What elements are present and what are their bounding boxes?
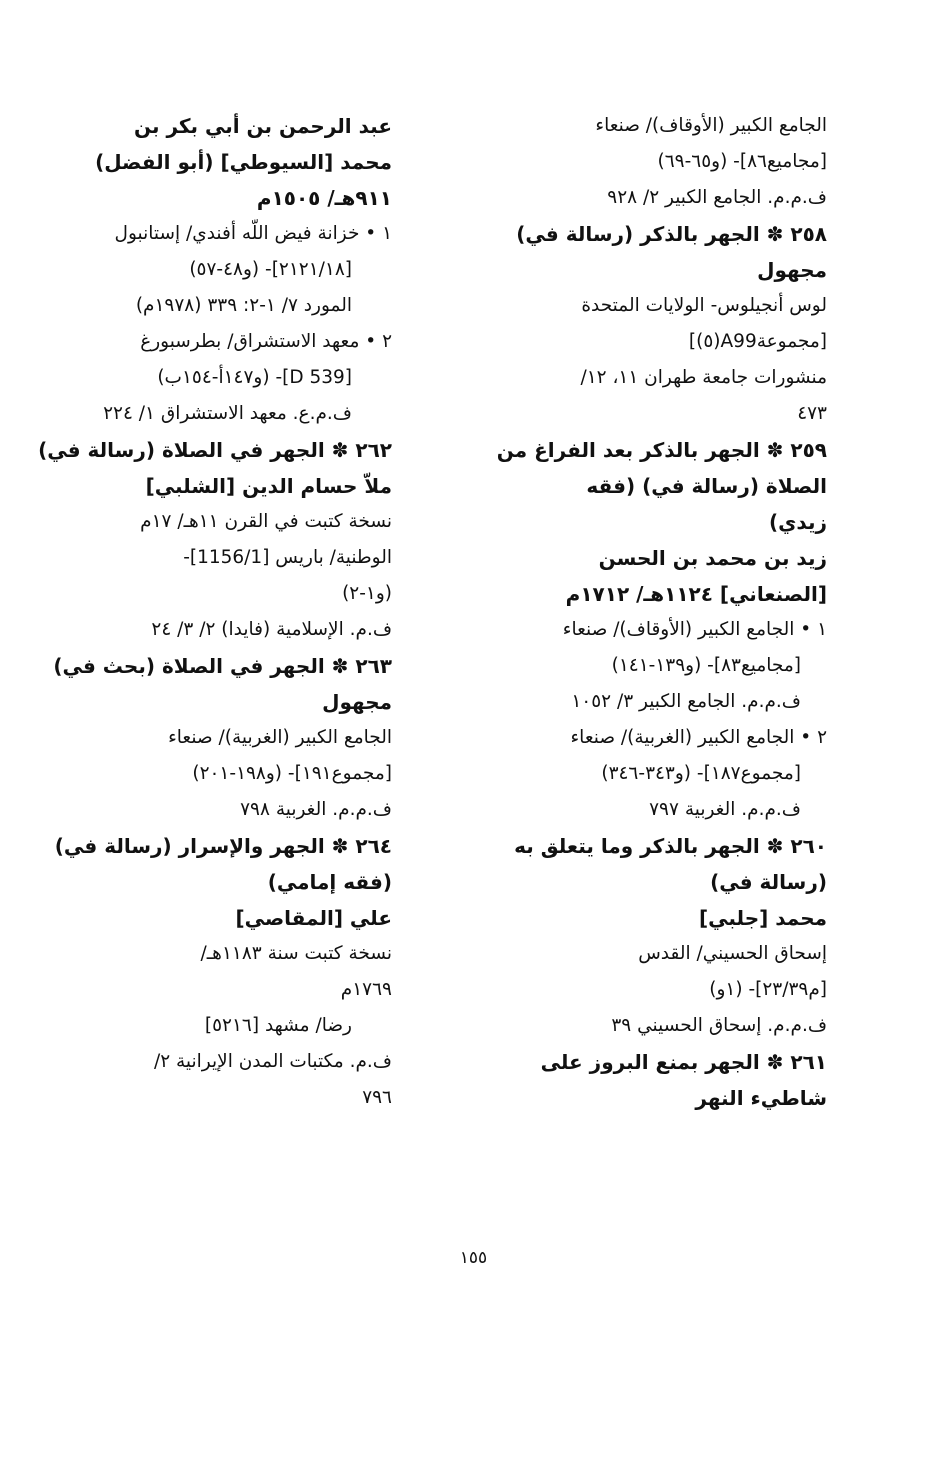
entry-text-line: ف.م.م. الجامع الكبير ٣/ ١٠٥٢ bbox=[571, 691, 801, 712]
entry-text-line: ف.م.ع. معهد الاستشراق ١/ ٢٢٤ bbox=[103, 403, 352, 424]
entry-text-line: ف.م.م. الجامع الكبير ٢/ ٩٢٨ bbox=[607, 187, 827, 208]
entry-text-line: ف.م.م. الغربية ٧٩٨ bbox=[240, 799, 392, 820]
entry-text-line: [مجموعةA99(٥)] bbox=[688, 331, 827, 352]
entry-heading-line: محمد [السيوطي] (أبو الفضل) bbox=[95, 150, 392, 174]
entry-heading-line: علي [المقاصي] bbox=[235, 906, 392, 930]
entry-heading-line: [الصنعاني] ١١٢٤هـ/ ١٧١٢م bbox=[565, 582, 827, 606]
left-column bbox=[38, 108, 392, 1116]
entry-heading-line: عبد الرحمن بن أبي بكر بن bbox=[133, 114, 392, 138]
entry-heading-line: زيد بن محمد بن الحسن bbox=[598, 546, 827, 570]
entry-heading-line: ٢٦٢ ✽ الجهر في الصلاة (رسالة في) bbox=[38, 438, 392, 462]
entry-heading-line: شاطيء النهر bbox=[695, 1086, 827, 1110]
entry-text-line: نسخة كتبت في القرن ١١هـ/ ١٧م bbox=[140, 511, 392, 532]
entry-heading-line: ٢٥٩ ✽ الجهر بالذكر بعد الفراغ من bbox=[496, 438, 827, 462]
entry-text-line: ف.م.م. إسحاق الحسيني ٣٩ bbox=[611, 1015, 827, 1036]
entry-text-line: [مجاميع٨٣]- (و١٣٩-١٤١) bbox=[611, 655, 801, 676]
entry-text-line: رضا/ مشهد [٥٢١٦] bbox=[204, 1015, 352, 1036]
entry-text-line: ف.م. مكتبات المدن الإيرانية ٢/ bbox=[153, 1051, 392, 1072]
entry-heading-line: الصلاة (رسالة في) (فقه bbox=[586, 474, 827, 498]
entry-heading-line: زيدي) bbox=[768, 510, 827, 534]
entry-heading-line: ٢٦٠ ✽ الجهر بالذكر وما يتعلق به bbox=[514, 834, 827, 858]
entry-text-line: ٢ • معهد الاستشراق/ بطرسبورغ bbox=[140, 331, 392, 352]
entry-text-line: (و١-٢) bbox=[342, 583, 392, 604]
entry-text-line: الجامع الكبير (الغربية)/ صنعاء bbox=[168, 727, 392, 748]
entry-text-line: ١ • خزانة فيض اللّه أفندي/ إستانبول bbox=[114, 223, 392, 244]
entry-heading-line: ٩١١هـ/ ١٥٠٥م bbox=[256, 186, 392, 210]
entry-heading-line: (رسالة في) bbox=[710, 870, 827, 894]
entry-text-line: ٢ • الجامع الكبير (الغربية)/ صنعاء bbox=[570, 727, 827, 748]
page-number: ١٥٥ bbox=[459, 1248, 488, 1268]
entry-heading-line: ملاّ حسام الدين [الشلبي] bbox=[145, 474, 392, 498]
entry-text-line: الجامع الكبير (الأوقاف)/ صنعاء bbox=[595, 115, 827, 136]
entry-heading-line: ٢٦١ ✽ الجهر بمنع البروز على bbox=[540, 1050, 827, 1074]
entry-text-line: [مجاميع٨٦]- (و٦٥-٦٩) bbox=[657, 151, 827, 172]
entry-heading-line: ٢٦٤ ✽ الجهر والإسرار (رسالة في) bbox=[54, 834, 392, 858]
entry-text-line: ف.م.م. الغربية ٧٩٧ bbox=[649, 799, 801, 820]
entry-text-line: [مجموع١٨٧]- (و٣٤٣-٣٤٦) bbox=[601, 763, 801, 784]
entry-text-line: ٧٩٦ bbox=[362, 1087, 392, 1108]
entry-heading-line: (فقه إمامي) bbox=[267, 870, 392, 894]
entry-text-line: ١٧٦٩م bbox=[340, 979, 392, 1000]
entry-text-line: [م٢٣/٣٩]- (١و) bbox=[709, 979, 827, 1000]
entry-text-line: [مجموع١٩١]- (و١٩٨-٢٠١) bbox=[192, 763, 392, 784]
entry-text-line: [D 539]- (و١٤٧أ-١٥٤ب) bbox=[157, 367, 352, 388]
entry-text-line: نسخة كتبت سنة ١١٨٣هـ/ bbox=[200, 943, 392, 964]
entry-text-line: إسحاق الحسيني/ القدس bbox=[638, 943, 827, 964]
right-column bbox=[497, 108, 827, 1116]
entry-text-line: ٤٧٣ bbox=[797, 403, 827, 424]
entry-text-line: ف.م. الإسلامية (فايدا) ٢/ ٣/ ٢٤ bbox=[151, 619, 392, 640]
entry-heading-line: محمد [جلبي] bbox=[699, 906, 827, 930]
entry-heading-line: مجهول bbox=[757, 258, 827, 282]
entry-text-line: [٢١٢١/١٨]- (و٤٨-٥٧) bbox=[189, 259, 352, 280]
entry-text-line: المورد ٧/ ١-٢: ٣٣٩ (١٩٧٨م) bbox=[135, 295, 352, 316]
entry-heading-line: مجهول bbox=[322, 690, 392, 714]
entry-heading-line: ٢٦٣ ✽ الجهر في الصلاة (بحث في) bbox=[53, 654, 392, 678]
entry-text-line: منشورات جامعة طهران ١١، ١٢/ bbox=[580, 367, 827, 388]
entry-text-line: ١ • الجامع الكبير (الأوقاف)/ صنعاء bbox=[562, 619, 827, 640]
entry-text-line: لوس أنجيلوس- الولايات المتحدة bbox=[581, 295, 827, 316]
entry-heading-line: ٢٥٨ ✽ الجهر بالذكر (رسالة في) bbox=[516, 222, 827, 246]
entry-text-line: الوطنية/ باريس [1156/1]- bbox=[183, 547, 392, 568]
